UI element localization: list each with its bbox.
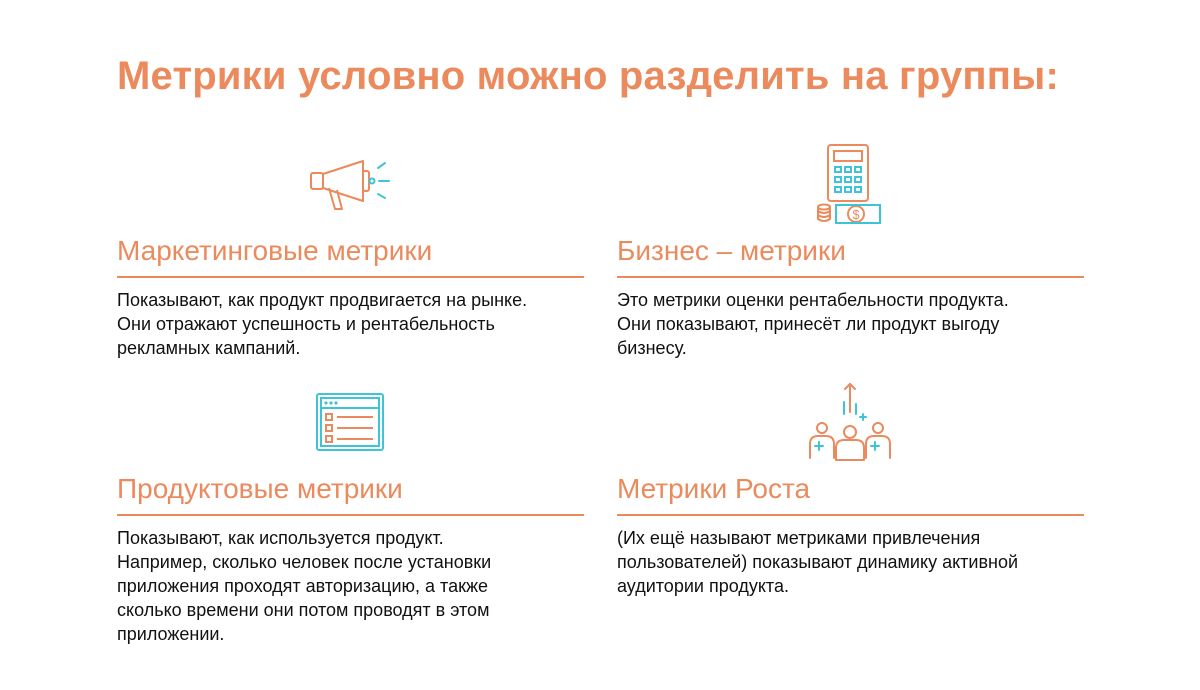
svg-text:$: $ <box>852 207 860 222</box>
card-text-business: Это метрики оценки рентабельности продукта. Они показывают, принесёт ли продукт выгоду бизнесу. <box>617 290 1009 358</box>
divider-marketing <box>117 276 584 278</box>
calculator-money-icon <box>814 143 886 227</box>
divider-business <box>617 276 1084 278</box>
card-title-business: Бизнес – метрики <box>617 235 846 266</box>
page-title: Метрики условно можно разделить на группы: <box>117 54 1060 98</box>
card-title-growth: Метрики Роста <box>617 473 811 504</box>
user-growth-icon <box>806 380 894 462</box>
card-title-product: Продуктовые метрики <box>117 473 403 504</box>
divider-product <box>117 514 584 516</box>
browser-list-icon <box>315 392 385 452</box>
divider-growth <box>617 514 1084 516</box>
card-title-marketing: Маркетинговые метрики <box>117 235 433 266</box>
card-text-product: Показывают, как используется продукт. Например, сколько человек после установки приложения проходят авторизацию, а также сколько времени они потом проводят в этом приложении. <box>117 528 492 644</box>
card-text-growth: (Их ещё называют метриками привлечения пользователей) показывают динамику активной аудитории продукта. <box>617 528 1019 596</box>
card-text-marketing: Показывают, как продукт продвигается на рынке. Они отражают успешность и рентабельность рекламных кампаний. <box>117 290 528 358</box>
megaphone-icon <box>305 155 395 215</box>
